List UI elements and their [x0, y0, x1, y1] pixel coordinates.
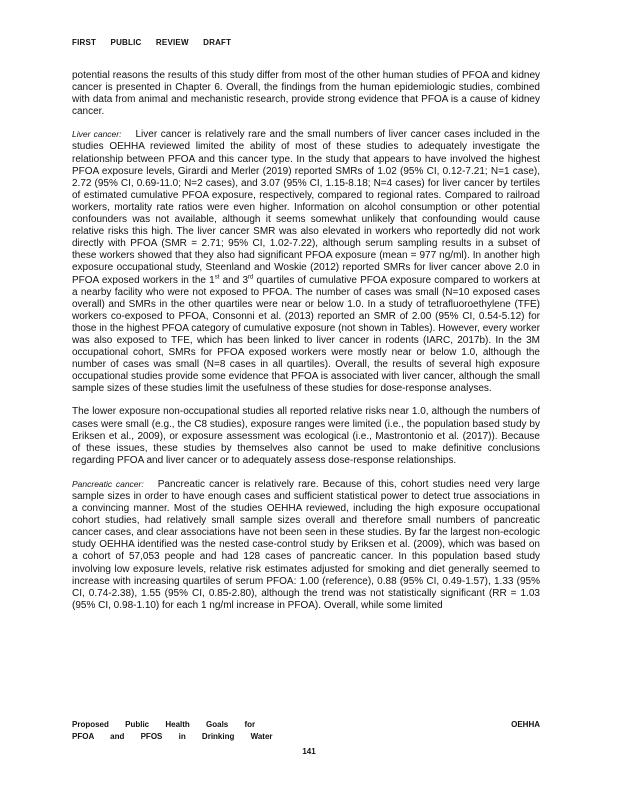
ordinal-st: st — [214, 274, 220, 281]
pancreatic-cancer-heading: Pancreatic cancer: — [72, 478, 144, 489]
page-number: 141 — [302, 747, 316, 756]
draft-header: FIRST PUBLIC REVIEW DRAFT — [72, 38, 232, 47]
paragraph-low-exposure-studies: The lower exposure non-occupational studies all reported relative risks near 1.0, although the numbers of cases were small (e.g., the C8 studies), exposure ranges were limited (i.e., the population based study by Eriksen et al., 2009), or exposure assessment was ecological (i.e., Mastrontonio et al. (2017)). Because of these issues, these studies by themselves also cannot be used to make definitive conclusions regarding PFOA and liver cancer or to adequately assess dose-response relationships. — [72, 406, 540, 466]
footer-document-title: Proposed Public Health Goals for — [72, 720, 256, 729]
liver-text-part-3: quartiles of cumulative PFOA exposure compared to workers at a nearby facility who were not exposed to PFOA. The number of cases was small (N=10 exposed cases overall) and SMRs in the other quartiles were near or below 1.0. In a study of tetrafluoroethylene (TFE) workers co-exposed to PFOA, Consonni et al. (2013) reported an SMR of 2.00 (95% CI, 0.54-5.12) for those in the highest PFOA category of cumulative exposure (not shown in Tables). However, every worker was also exposed to TFE, which has been linked to liver cancer in rodents (IARC, 2017b). In the 3M occupational cohort, SMRs for PFOA exposed workers were mostly near or below 1.0, although the number of cases was small (N=8 cases in all quartiles). Overall, the results of several high exposure occupational studies provide some evidence that PFOA is associated with liver cancer, although the small sample sizes of these studies limit the usefulness of these studies for dose-response analyses. — [72, 274, 540, 395]
footer-line-2 — [72, 732, 540, 744]
liver-text-part-2: and 3 — [219, 274, 249, 286]
document-body — [72, 70, 540, 622]
footer-agency: OEHHA — [511, 720, 540, 729]
page-footer — [72, 720, 540, 744]
liver-text-part-1: Liver cancer is relatively rare and the small numbers of liver cancer cases included in the studies OEHHA reviewed limited the ability of most of these studies to adequately investigate the relationship between PFOA and this cancer type. In the study that appears to have involved the highest PFOA exposure levels, Girardi and Merler (2019) reported SMRs of 1.02 (95% CI, 0.12-7.21; N=1 case), 2.72 (95% CI, 0.69-11.0; N=2 cases), and 3.07 (95% CI, 1.15-8.18; N=4 cases) for liver cancer by tertiles of estimated cumulative PFOA exposure, respectively, compared to regional rates. Compared to railroad workers, mortality rate ratios were even higher. Information on alcohol consumption or other potential confounders was not available, although it seems somewhat unlikely that confounding would cause relative risks this high. The liver cancer SMR was also elevated in workers who reportedly did not work directly with PFOA (SMR = 2.71; 95% CI, 1.02-7.22), although serum sampling results in a subset of these workers showed that they also had significant PFOA exposure (mean = 977 ng/ml). In another high exposure occupational study, Steenland and Woskie (2012) reported SMRs for liver cancer above 2.0 in PFOA exposed workers in the 1 — [72, 129, 540, 286]
liver-cancer-heading: Liver cancer: — [72, 129, 122, 140]
ordinal-rd: rd — [248, 274, 254, 281]
pancreatic-text: Pancreatic cancer is relatively rare. Because of this, cohort studies need very large sample sizes in order to have enough cases and sufficient statistical power to detect true associations in a convincing manner. Most of the studies OEHHA reviewed, including the high exposure occupational cohort studies, had relatively small sample sizes overall and therefore small numbers of pancreatic cancer cases, and clear associations have not been seen in these studies. By far the largest non-ecologic study OEHHA identified was the nested case-control study by Eriksen et al. (2009), which was based on a cohort of 57,053 people and had 128 cases of pancreatic cancer. In this population based study involving low exposure levels, relative risk estimates adjusted for smoking and diet generally seemed to increase with increasing quartiles of serum PFOA: 1.00 (reference), 0.88 (95% CI, 0.49-1.57), 1.33 (95% CI, 0.74-2.38), 1.55 (95% CI, 0.85-2.80), although the trend was not statistically significant (RR = 1.03 (95% CI, 0.98-1.10) for each 1 ng/ml increase in PFOA). Overall, while some limited — [72, 478, 540, 611]
paragraph-liver-cancer — [72, 128, 540, 395]
footer-line-1 — [72, 720, 540, 732]
paragraph-kidney-conclusion: potential reasons the results of this study differ from most of the other human studies of PFOA and kidney cancer is presented in Chapter 6. Overall, the findings from the human epidemiologic studies, combined with data from animal and mechanistic research, provide strong evidence that PFOA is a cause of kidney cancer. — [72, 70, 540, 118]
paragraph-pancreatic-cancer — [72, 478, 540, 612]
footer-document-subtitle: PFOA and PFOS in Drinking Water — [72, 732, 273, 741]
